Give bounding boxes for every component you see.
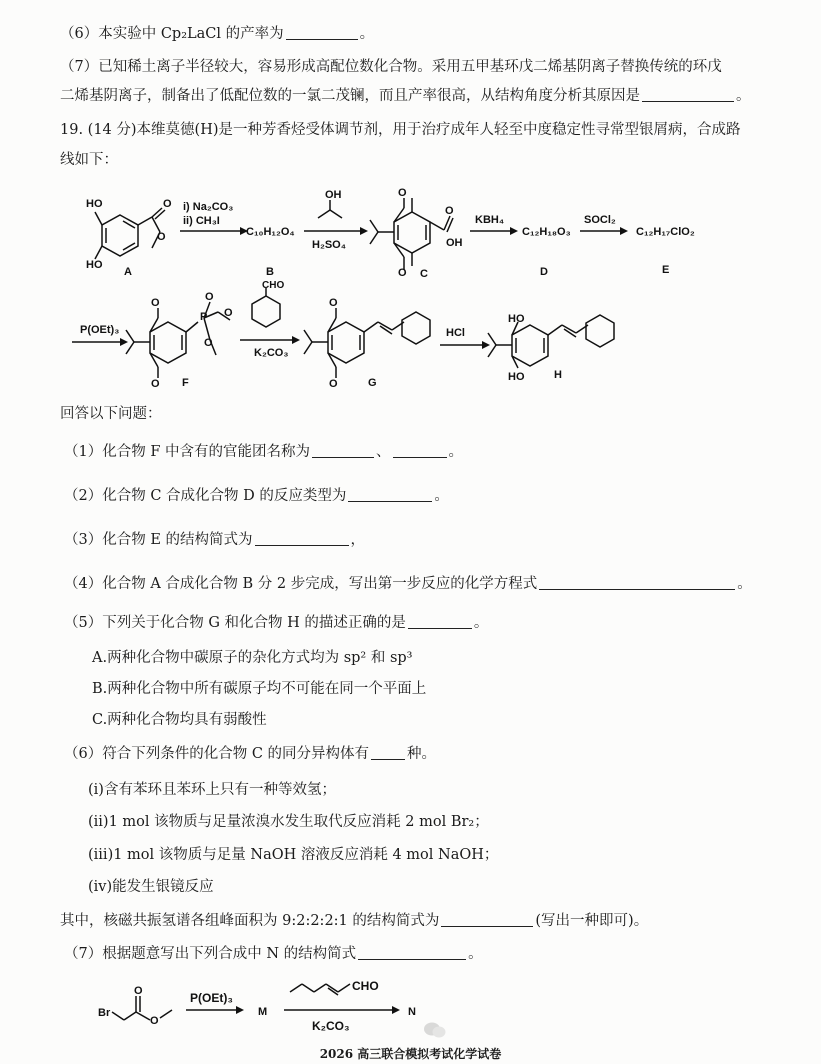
- answer-blank[interactable]: [539, 575, 735, 590]
- compound-label: B: [266, 266, 274, 278]
- arrow-E-F: [72, 324, 128, 346]
- reagent-label: H₂SO₄: [312, 239, 346, 251]
- q19-part1: （1）化合物 F 中含有的官能团名称为 、 。: [64, 444, 464, 460]
- atom-label: HO: [508, 313, 525, 325]
- q19-part4: （4）化合物 A 合成化合物 B 分 2 步完成，写出第一步反应的化学方程式 。: [64, 576, 752, 592]
- q19-part6-cond-iv: (iv)能发生银镜反应: [88, 879, 214, 895]
- reagent-label: KBH₄: [475, 214, 505, 226]
- q19-intro-line1: 19. (14 分)本维莫德(H)是一种芳香烃受体调节剂，用于治疗成年人轻至中度稳定性寻常型银屑病，合成路: [60, 122, 741, 138]
- answer-blank[interactable]: [348, 487, 432, 502]
- answer-blank[interactable]: [408, 614, 472, 629]
- compound-label: A: [124, 266, 132, 278]
- arrow-C-D: [470, 214, 518, 235]
- formula-B: C₁₀H₁₂O₄: [246, 226, 295, 238]
- arrow-B-C: [304, 189, 368, 251]
- q19-part5-option-a: A.两种化合物中碳原子的杂化方式均为 sp² 和 sp³: [92, 650, 413, 666]
- atom-label: O: [224, 307, 233, 319]
- atom-label: O: [157, 231, 166, 243]
- atom-label: CHO: [352, 979, 379, 993]
- q19-part6-nmr: 其中，核磁共振氢谱各组峰面积为 9:2:2:2:1 的结构简式为 (写出一种即可)。: [60, 913, 649, 929]
- q19-part2: （2）化合物 C 合成化合物 D 的反应类型为 。: [64, 488, 449, 504]
- q19-part3: （3）化合物 E 的结构简式为 ，: [64, 532, 366, 548]
- chat-watermark-icon: [423, 1020, 447, 1040]
- q19-part6-cond-iii: (iii)1 mol 该物质与足量 NaOH 溶液反应消耗 4 mol NaOH；: [88, 847, 499, 863]
- reagent-label: K₂CO₃: [312, 1019, 350, 1033]
- atom-label: CHO: [262, 280, 285, 291]
- answer-blank[interactable]: [393, 443, 447, 458]
- compound-label: D: [540, 266, 548, 278]
- answer-blank[interactable]: [441, 912, 533, 927]
- q19-part5-option-b: B.两种化合物中所有碳原子均不可能在同一个平面上: [92, 681, 427, 697]
- atom-label: O: [445, 205, 454, 217]
- compound-label: N: [408, 1006, 416, 1018]
- reagent-label: P(OEt)₃: [190, 991, 233, 1005]
- atom-label: O: [204, 337, 213, 349]
- reagent-label: HCl: [446, 327, 465, 339]
- q19-part6-cond-ii: (ii)1 mol 该物质与足量浓溴水发生取代反应消耗 2 mol Br₂；: [88, 814, 489, 830]
- arrow-G-H: [440, 327, 490, 349]
- atom-label: HO: [86, 259, 103, 271]
- q18-part7-line1: （7）已知稀土离子半径较大，容易形成高配位数化合物。采用五甲基环戊二烯基阴离子替换传统的环戊: [60, 59, 722, 75]
- compound-label: C: [420, 268, 428, 280]
- atom-label: HO: [86, 198, 103, 210]
- compound-A: [86, 198, 172, 278]
- reagent-label: i) Na₂CO₃: [183, 201, 234, 213]
- atom-label: O: [134, 985, 143, 997]
- answer-blank[interactable]: [255, 531, 349, 546]
- answer-blank[interactable]: [312, 443, 374, 458]
- arrow-F-G: [240, 280, 300, 359]
- compound-H: [488, 313, 614, 383]
- subscheme-q7: [98, 979, 416, 1033]
- answer-blank[interactable]: [358, 945, 466, 960]
- formula-E: C₁₂H₁₇ClO₂: [636, 226, 695, 238]
- q19-intro-line2: 线如下：: [60, 152, 118, 168]
- atom-label: O: [151, 378, 160, 390]
- atom-label: O: [329, 378, 338, 390]
- reagent-label: SOCl₂: [584, 214, 616, 226]
- q18-part6: （6）本实验中 Cp₂LaCl 的产率为 。: [60, 26, 375, 42]
- reagent-label: K₂CO₃: [254, 347, 289, 359]
- arrow-A-B: [180, 201, 248, 235]
- atom-label: O: [150, 1015, 159, 1027]
- atom-label: O: [329, 297, 338, 309]
- atom-label: OH: [446, 237, 463, 249]
- compound-label: F: [182, 377, 189, 389]
- q19-part5-option-c: C.两种化合物均具有弱酸性: [92, 712, 267, 728]
- q19-part5: （5）下列关于化合物 G 和化合物 H 的描述正确的是 。: [64, 615, 489, 631]
- arrow-D-E: [580, 214, 628, 235]
- q19-part6-cond-i: (i)含有苯环且苯环上只有一种等效氢；: [88, 782, 336, 798]
- atom-label: P: [200, 311, 208, 323]
- reagent-label: P(OEt)₃: [80, 324, 120, 336]
- reagent-label: ii) CH₃I: [183, 215, 220, 227]
- page-footer: 2026 高三联合模拟考试化学试卷: [319, 1047, 502, 1061]
- atom-label: O: [398, 267, 407, 279]
- compound-label: M: [258, 1006, 268, 1018]
- atom-label: O: [151, 297, 160, 309]
- q18-part7-line2: 二烯基阴离子，制备出了低配位数的一氯二茂镧，而且产率很高，从结构角度分析其原因是 。: [60, 88, 751, 104]
- compound-label: E: [662, 264, 670, 276]
- compound-F: [126, 291, 233, 390]
- atom-label: HO: [508, 371, 525, 383]
- atom-label: Br: [98, 1007, 111, 1019]
- answer-heading: 回答以下问题：: [60, 406, 162, 422]
- atom-label: O: [398, 187, 407, 199]
- compound-G: [304, 297, 430, 390]
- q19-part7: （7）根据题意写出下列合成中 N 的结构简式 。: [64, 946, 483, 962]
- formula-D: C₁₂H₁₈O₃: [522, 226, 571, 238]
- atom-label: O: [205, 291, 214, 303]
- q19-part6: （6）符合下列条件的化合物 C 的同分异构体有 种。: [64, 746, 437, 762]
- atom-label: O: [163, 198, 172, 210]
- compound-C: [370, 187, 463, 280]
- compound-label: H: [554, 369, 562, 381]
- compound-label: G: [368, 377, 377, 389]
- answer-blank[interactable]: [371, 745, 405, 760]
- atom-label: OH: [325, 189, 342, 201]
